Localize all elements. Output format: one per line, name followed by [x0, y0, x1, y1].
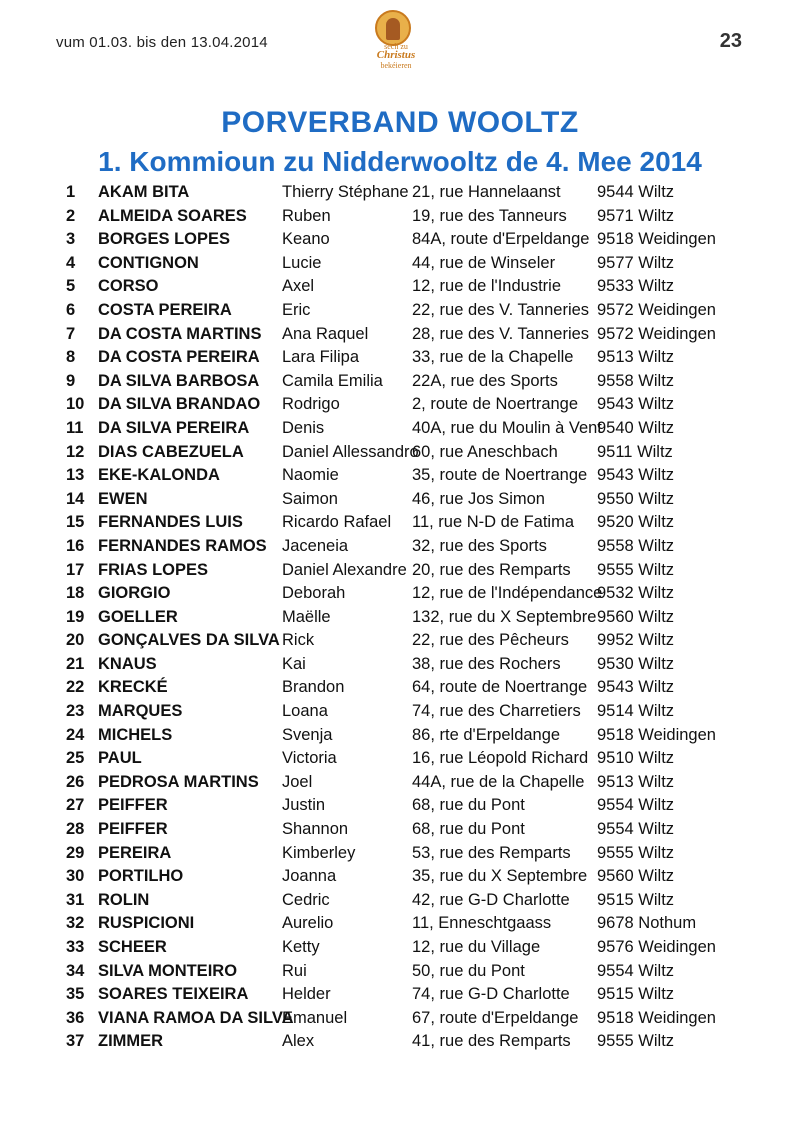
row-number: 2	[66, 206, 76, 225]
row-number: 31	[66, 890, 85, 909]
street-address: 12, rue de l'Industrie	[412, 277, 561, 296]
street-address: 33, rue de la Chapelle	[412, 348, 574, 367]
list-item	[66, 559, 766, 583]
postal-town: 9554 Wiltz	[597, 796, 675, 815]
first-name: Thierry Stéphane	[282, 183, 409, 201]
first-name: Loana	[282, 702, 328, 721]
street-address: 32, rue des Sports	[412, 536, 547, 555]
last-name: AKAM BITA	[98, 183, 190, 201]
list-item	[66, 393, 766, 417]
row-number: 25	[66, 749, 85, 768]
street-address: 84A, route d'Erpeldange	[412, 230, 590, 249]
postal-town: 9510 Wiltz	[597, 749, 675, 768]
street-address: 74, rue des Charretiers	[412, 702, 581, 721]
street-address: 22A, rue des Sports	[412, 371, 558, 390]
row-number: 33	[66, 938, 85, 956]
first-name: Ana Raquel	[282, 324, 369, 343]
first-name: Cedric	[282, 890, 330, 909]
postal-town: 9558 Wiltz	[597, 536, 675, 555]
street-address: 19, rue des Tanneurs	[412, 206, 567, 225]
list-item	[66, 252, 766, 276]
first-name: Lara Filipa	[282, 348, 360, 367]
first-name: Daniel Alexandre	[282, 560, 407, 579]
first-name: Naomie	[282, 466, 339, 485]
first-name: Denis	[282, 418, 325, 437]
list-item	[66, 865, 766, 889]
postal-town: 9555 Wiltz	[597, 560, 675, 579]
postal-town: 9560 Wiltz	[597, 607, 675, 626]
postal-town: 9555 Wiltz	[597, 843, 675, 862]
row-number: 12	[66, 442, 85, 461]
list-item	[66, 488, 766, 512]
list-item	[66, 842, 766, 866]
postal-town: 9952 Wiltz	[597, 631, 675, 650]
first-name: Joanna	[282, 867, 337, 886]
last-name: PEDROSA MARTINS	[98, 772, 259, 791]
postal-town: 9511 Wiltz	[597, 442, 673, 461]
first-name: Jaceneia	[282, 536, 349, 555]
street-address: 40A, rue du Moulin à Vent	[412, 418, 602, 437]
street-address: 86, rte d'Erpeldange	[412, 725, 561, 744]
last-name: DA SILVA PEREIRA	[98, 418, 250, 437]
list-item	[66, 700, 766, 724]
last-name: KNAUS	[98, 654, 157, 673]
street-address: 68, rue du Pont	[412, 820, 525, 839]
last-name: GIORGIO	[98, 584, 171, 603]
postal-town: 9543 Wiltz	[597, 466, 675, 485]
first-name: Daniel Allessandro	[282, 442, 419, 461]
first-name: Kimberley	[282, 843, 356, 862]
row-number: 1	[66, 183, 76, 201]
last-name: PEIFFER	[98, 820, 168, 839]
list-item	[66, 275, 766, 299]
list-item	[66, 1030, 766, 1054]
first-name: Saimon	[282, 489, 338, 508]
first-name: Ricardo Rafael	[282, 513, 392, 532]
last-name: SILVA MONTEIRO	[98, 961, 238, 980]
header-date-range: vum 01.03. bis den 13.04.2014	[56, 34, 268, 51]
list-item	[66, 299, 766, 323]
row-number: 27	[66, 796, 85, 815]
postal-town: 9554 Wiltz	[597, 820, 675, 839]
last-name: GOELLER	[98, 607, 178, 626]
street-address: 68, rue du Pont	[412, 796, 525, 815]
postal-town: 9543 Wiltz	[597, 395, 675, 414]
first-name: Kai	[282, 654, 306, 673]
street-address: 132, rue du X Septembre	[412, 607, 597, 626]
first-name: Ketty	[282, 938, 320, 956]
row-number: 3	[66, 230, 76, 249]
logo-text-line3: bekéieren	[380, 61, 412, 70]
list-item	[66, 370, 766, 394]
row-number: 29	[66, 843, 85, 862]
postal-town: 9555 Wiltz	[597, 1032, 675, 1051]
row-number: 20	[66, 631, 85, 650]
street-address: 74, rue G-D Charlotte	[412, 985, 570, 1004]
list-item	[66, 960, 766, 984]
postal-town: 9572 Weidingen	[597, 300, 716, 319]
street-address: 44, rue de Winseler	[412, 253, 556, 272]
street-address: 11, Enneschtgaass	[412, 914, 552, 933]
street-address: 44A, rue de la Chapelle	[412, 772, 585, 791]
list-item	[66, 771, 766, 795]
first-name: Svenja	[282, 725, 333, 744]
street-address: 20, rue des Remparts	[412, 560, 571, 579]
list-item	[66, 653, 766, 677]
row-number: 21	[66, 654, 85, 673]
row-number: 37	[66, 1032, 85, 1051]
list-item	[66, 205, 766, 229]
postal-town: 9554 Wiltz	[597, 961, 675, 980]
street-address: 35, route de Noertrange	[412, 466, 588, 485]
row-number: 23	[66, 702, 85, 721]
postal-town: 9513 Wiltz	[597, 772, 675, 791]
postal-town: 9560 Wiltz	[597, 867, 675, 886]
first-name: Emanuel	[282, 1008, 348, 1027]
row-number: 28	[66, 820, 85, 839]
logo-text-line1: sech zu	[384, 42, 408, 51]
postal-town: 9514 Wiltz	[597, 702, 675, 721]
last-name: DA SILVA BARBOSA	[98, 371, 260, 390]
row-number: 35	[66, 985, 85, 1004]
postal-town: 9515 Wiltz	[597, 890, 675, 909]
first-name: Rui	[282, 961, 307, 980]
first-name: Brandon	[282, 678, 345, 697]
row-number: 15	[66, 513, 85, 532]
street-address: 21, rue Hannelaanst	[412, 183, 561, 201]
street-address: 42, rue G-D Charlotte	[412, 890, 570, 909]
list-item	[66, 629, 766, 653]
street-address: 64, route de Noertrange	[412, 678, 588, 697]
postal-town: 9678 Nothum	[597, 914, 697, 933]
last-name: MARQUES	[98, 702, 183, 721]
first-name: Keano	[282, 230, 330, 249]
postal-town: 9544 Wiltz	[597, 183, 675, 201]
postal-town: 9540 Wiltz	[597, 418, 675, 437]
street-address: 28, rue des V. Tanneries	[412, 324, 590, 343]
first-name: Ruben	[282, 206, 331, 225]
communicant-list	[66, 181, 766, 1054]
postal-town: 9577 Wiltz	[597, 253, 675, 272]
first-name: Victoria	[282, 749, 337, 768]
first-name: Aurelio	[282, 914, 334, 933]
row-number: 32	[66, 914, 85, 933]
first-name: Maëlle	[282, 607, 331, 626]
page-number: 23	[719, 30, 742, 52]
list-item	[66, 794, 766, 818]
street-address: 12, rue de l'Indépendance	[412, 584, 603, 603]
last-name: ALMEIDA SOARES	[98, 206, 247, 225]
row-number: 9	[66, 371, 76, 390]
postal-town: 9520 Wiltz	[597, 513, 675, 532]
last-name: BORGES LOPES	[98, 230, 231, 249]
row-number: 4	[66, 253, 76, 272]
last-name: RUSPICIONI	[98, 914, 195, 933]
row-number: 8	[66, 348, 76, 367]
last-name: SOARES TEIXEIRA	[98, 985, 249, 1004]
list-item	[66, 346, 766, 370]
list-item	[66, 511, 766, 535]
row-number: 24	[66, 725, 85, 744]
last-name: EKE-KALONDA	[98, 466, 220, 485]
street-address: 50, rue du Pont	[412, 961, 525, 980]
last-name: DIAS CABEZUELA	[98, 442, 244, 461]
last-name: EWEN	[98, 489, 148, 508]
row-number: 6	[66, 300, 76, 319]
postal-town: 9532 Wiltz	[597, 584, 675, 603]
list-item	[66, 912, 766, 936]
row-number: 16	[66, 536, 85, 555]
street-address: 67, route d'Erpeldange	[412, 1008, 579, 1027]
page-title: PORVERBAND WOOLTZ	[221, 106, 579, 139]
first-name: Deborah	[282, 584, 346, 603]
last-name: COSTA PEREIRA	[98, 300, 232, 319]
last-name: DA COSTA MARTINS	[98, 324, 262, 343]
street-address: 41, rue des Remparts	[412, 1032, 571, 1051]
row-number: 30	[66, 867, 85, 886]
street-address: 11, rue N-D de Fatima	[412, 513, 575, 532]
postal-town: 9543 Wiltz	[597, 678, 675, 697]
last-name: SCHEER	[98, 938, 167, 956]
street-address: 35, rue du X Septembre	[412, 867, 588, 886]
first-name: Lucie	[282, 253, 322, 272]
street-address: 2, route de Noertrange	[412, 395, 579, 414]
first-name: Rodrigo	[282, 395, 340, 414]
first-name: Joel	[282, 772, 313, 791]
list-item	[66, 606, 766, 630]
row-number: 18	[66, 584, 85, 603]
christ-figure-icon	[375, 10, 411, 46]
postal-town: 9572 Weidingen	[597, 324, 716, 343]
last-name: VIANA RAMOA DA SILVA	[98, 1008, 294, 1027]
list-item	[66, 441, 766, 465]
postal-town: 9518 Weidingen	[597, 230, 716, 249]
list-item	[66, 535, 766, 559]
row-number: 5	[66, 277, 76, 296]
first-name: Helder	[282, 985, 331, 1004]
list-item	[66, 228, 766, 252]
last-name: FERNANDES LUIS	[98, 513, 243, 532]
first-name: Eric	[282, 300, 311, 319]
row-number: 26	[66, 772, 85, 791]
row-number: 17	[66, 560, 85, 579]
list-item	[66, 417, 766, 441]
first-name: Camila Emilia	[282, 371, 383, 390]
list-item	[66, 582, 766, 606]
row-number: 14	[66, 489, 85, 508]
postal-town: 9550 Wiltz	[597, 489, 675, 508]
postal-town: 9518 Weidingen	[597, 1008, 716, 1027]
row-number: 22	[66, 678, 85, 697]
last-name: DA COSTA PEREIRA	[98, 348, 260, 367]
last-name: FERNANDES RAMOS	[98, 536, 267, 555]
last-name: ROLIN	[98, 890, 150, 909]
last-name: ZIMMER	[98, 1032, 164, 1051]
street-address: 16, rue Léopold Richard	[412, 749, 589, 768]
postal-town: 9533 Wiltz	[597, 277, 675, 296]
list-item	[66, 724, 766, 748]
row-number: 13	[66, 466, 85, 485]
list-item	[66, 181, 766, 205]
postal-town: 9515 Wiltz	[597, 985, 675, 1004]
street-address: 12, rue du Village	[412, 938, 541, 956]
row-number: 7	[66, 324, 76, 343]
last-name: PEREIRA	[98, 843, 172, 862]
list-item	[66, 818, 766, 842]
row-number: 19	[66, 607, 85, 626]
list-item	[66, 464, 766, 488]
list-item	[66, 1007, 766, 1031]
street-address: 22, rue des V. Tanneries	[412, 300, 590, 319]
street-address: 60, rue Aneschbach	[412, 442, 558, 461]
row-number: 36	[66, 1008, 85, 1027]
last-name: PEIFFER	[98, 796, 168, 815]
last-name: KRECKÉ	[98, 678, 168, 697]
list-item	[66, 676, 766, 700]
postal-town: 9513 Wiltz	[597, 348, 675, 367]
row-number: 10	[66, 395, 85, 414]
list-item	[66, 747, 766, 771]
last-name: FRIAS LOPES	[98, 560, 209, 579]
first-name: Justin	[282, 796, 326, 815]
street-address: 46, rue Jos Simon	[412, 489, 545, 508]
row-number: 34	[66, 961, 85, 980]
last-name: CONTIGNON	[98, 253, 199, 272]
list-item	[66, 983, 766, 1007]
last-name: PAUL	[98, 749, 142, 768]
postal-town: 9576 Weidingen	[597, 938, 716, 956]
first-name: Axel	[282, 277, 315, 296]
postal-town: 9530 Wiltz	[597, 654, 675, 673]
postal-town: 9518 Weidingen	[597, 725, 716, 744]
last-name: MICHELS	[98, 725, 173, 744]
last-name: PORTILHO	[98, 867, 184, 886]
last-name: CORSO	[98, 277, 159, 296]
first-name: Rick	[282, 631, 315, 650]
postal-town: 9571 Wiltz	[597, 206, 675, 225]
last-name: GONÇALVES DA SILVA	[98, 631, 280, 650]
street-address: 38, rue des Rochers	[412, 654, 561, 673]
postal-town: 9558 Wiltz	[597, 371, 675, 390]
row-number: 11	[66, 418, 84, 437]
logo-text-line2: Christus	[376, 49, 416, 61]
list-item	[66, 936, 766, 960]
street-address: 22, rue des Pêcheurs	[412, 631, 569, 650]
parish-logo	[361, 10, 431, 70]
page-subtitle: 1. Kommioun zu Nidderwooltz de 4. Mee 2014	[98, 146, 702, 177]
first-name: Alex	[282, 1032, 315, 1051]
first-name: Shannon	[282, 820, 349, 839]
list-item	[66, 323, 766, 347]
street-address: 53, rue des Remparts	[412, 843, 571, 862]
list-item	[66, 889, 766, 913]
last-name: DA SILVA BRANDAO	[98, 395, 261, 414]
